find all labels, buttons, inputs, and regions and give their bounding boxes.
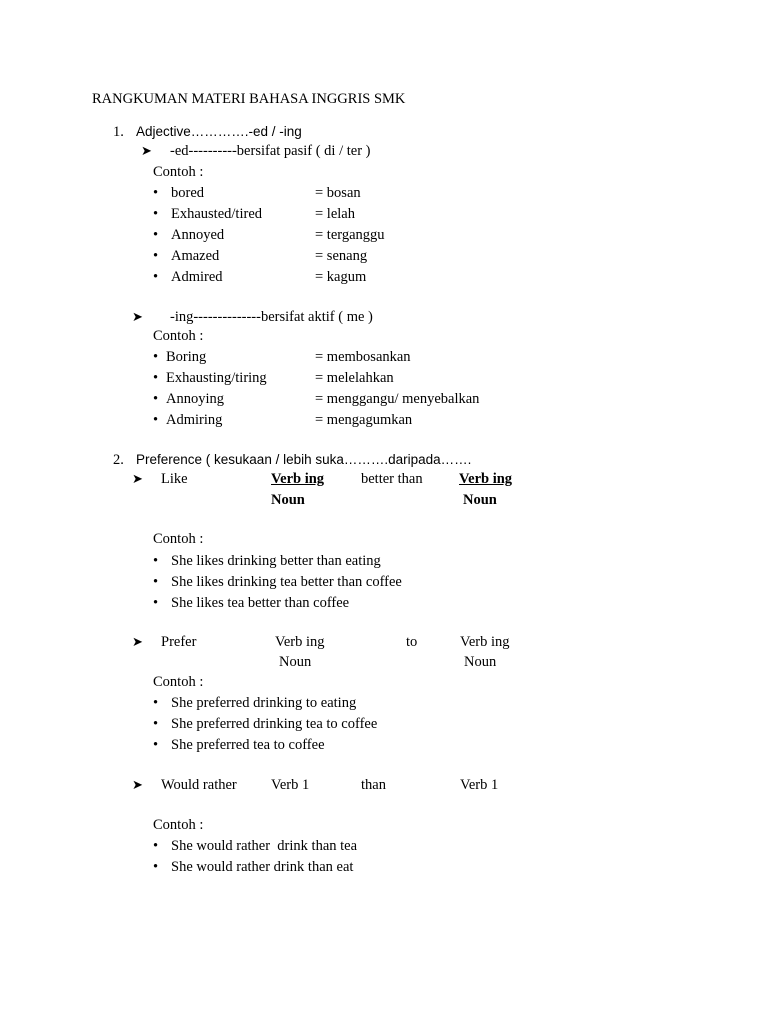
ing-word: Annoying <box>166 391 224 407</box>
rather-example: She would rather drink than eat <box>171 859 354 875</box>
like-example: She likes drinking tea better than coffee <box>171 574 402 590</box>
ing-word: Exhausting/tiring <box>166 370 267 386</box>
bullet-icon: • <box>153 838 159 854</box>
prefer-middle: to <box>406 634 418 650</box>
section-1-heading: Adjective………….-ed / -ing <box>136 124 302 139</box>
like-label: Like <box>161 471 188 487</box>
prefer-label: Prefer <box>161 634 197 650</box>
prefer-example: She preferred tea to coffee <box>171 737 325 753</box>
prefer-example: She preferred drinking tea to coffee <box>171 716 378 732</box>
rather-col2: Verb 1 <box>460 777 499 793</box>
bullet-icon: • <box>153 269 159 285</box>
like-contoh: Contoh : <box>153 531 204 547</box>
bullet-icon: • <box>153 737 159 753</box>
ed-word: Exhausted/tired <box>171 206 263 222</box>
ed-label: -ed----------bersifat pasif ( di / ter ) <box>170 143 371 159</box>
ed-word: Admired <box>171 269 223 285</box>
like-col2-top: Verb ing <box>459 471 513 487</box>
ing-meaning: = menggangu/ menyebalkan <box>315 391 480 407</box>
ing-meaning: = membosankan <box>315 349 411 365</box>
bullet-icon: • <box>153 349 159 365</box>
ed-word: bored <box>171 185 205 201</box>
ed-meaning: = bosan <box>315 185 361 201</box>
ed-meaning: = kagum <box>315 269 367 285</box>
ing-label: -ing--------------bersifat aktif ( me ) <box>170 309 373 325</box>
ing-word: Boring <box>166 349 207 365</box>
ed-meaning: = senang <box>315 248 368 264</box>
page-title: RANGKUMAN MATERI BAHASA INGGRIS SMK <box>92 91 406 107</box>
arrow-icon: ➤ <box>141 143 152 158</box>
prefer-col2-bottom: Noun <box>464 654 497 670</box>
arrow-icon: ➤ <box>132 471 143 486</box>
prefer-col1-bottom: Noun <box>279 654 312 670</box>
arrow-icon: ➤ <box>132 777 143 792</box>
ed-word: Annoyed <box>171 227 225 243</box>
prefer-contoh: Contoh : <box>153 674 204 690</box>
ed-meaning: = lelah <box>315 206 355 222</box>
bullet-icon: • <box>153 553 159 569</box>
ing-word: Admiring <box>166 412 223 428</box>
ed-contoh: Contoh : <box>153 164 204 180</box>
rather-contoh: Contoh : <box>153 817 204 833</box>
like-col1-top: Verb ing <box>271 471 325 487</box>
arrow-icon: ➤ <box>132 309 143 324</box>
bullet-icon: • <box>153 370 159 386</box>
bullet-icon: • <box>153 206 159 222</box>
ing-meaning: = mengagumkan <box>315 412 413 428</box>
like-example: She likes drinking better than eating <box>171 553 381 569</box>
bullet-icon: • <box>153 412 159 428</box>
section-2-number: 2. <box>113 452 124 468</box>
section-2-heading: Preference ( kesukaan / lebih suka……….daripada……. <box>136 452 472 467</box>
like-col1-bottom: Noun <box>271 492 305 508</box>
rather-col1: Verb 1 <box>271 777 310 793</box>
bullet-icon: • <box>153 716 159 732</box>
prefer-col1-top: Verb ing <box>275 634 325 650</box>
ed-word: Amazed <box>171 248 220 264</box>
bullet-icon: • <box>153 859 159 875</box>
ing-meaning: = melelahkan <box>315 370 394 386</box>
bullet-icon: • <box>153 595 159 611</box>
rather-label: Would rather <box>161 777 237 793</box>
ing-contoh: Contoh : <box>153 328 204 344</box>
bullet-icon: • <box>153 248 159 264</box>
prefer-col2-top: Verb ing <box>460 634 510 650</box>
section-1-number: 1. <box>113 124 124 140</box>
bullet-icon: • <box>153 574 159 590</box>
bullet-icon: • <box>153 695 159 711</box>
rather-middle: than <box>361 777 386 793</box>
ed-meaning: = terganggu <box>315 227 385 243</box>
rather-example: She would rather drink than tea <box>171 838 358 854</box>
bullet-icon: • <box>153 185 159 201</box>
prefer-example: She preferred drinking to eating <box>171 695 357 711</box>
like-middle: better than <box>361 471 423 487</box>
like-col2-bottom: Noun <box>463 492 497 508</box>
bullet-icon: • <box>153 391 159 407</box>
arrow-icon: ➤ <box>132 634 143 649</box>
like-example: She likes tea better than coffee <box>171 595 350 611</box>
bullet-icon: • <box>153 227 159 243</box>
